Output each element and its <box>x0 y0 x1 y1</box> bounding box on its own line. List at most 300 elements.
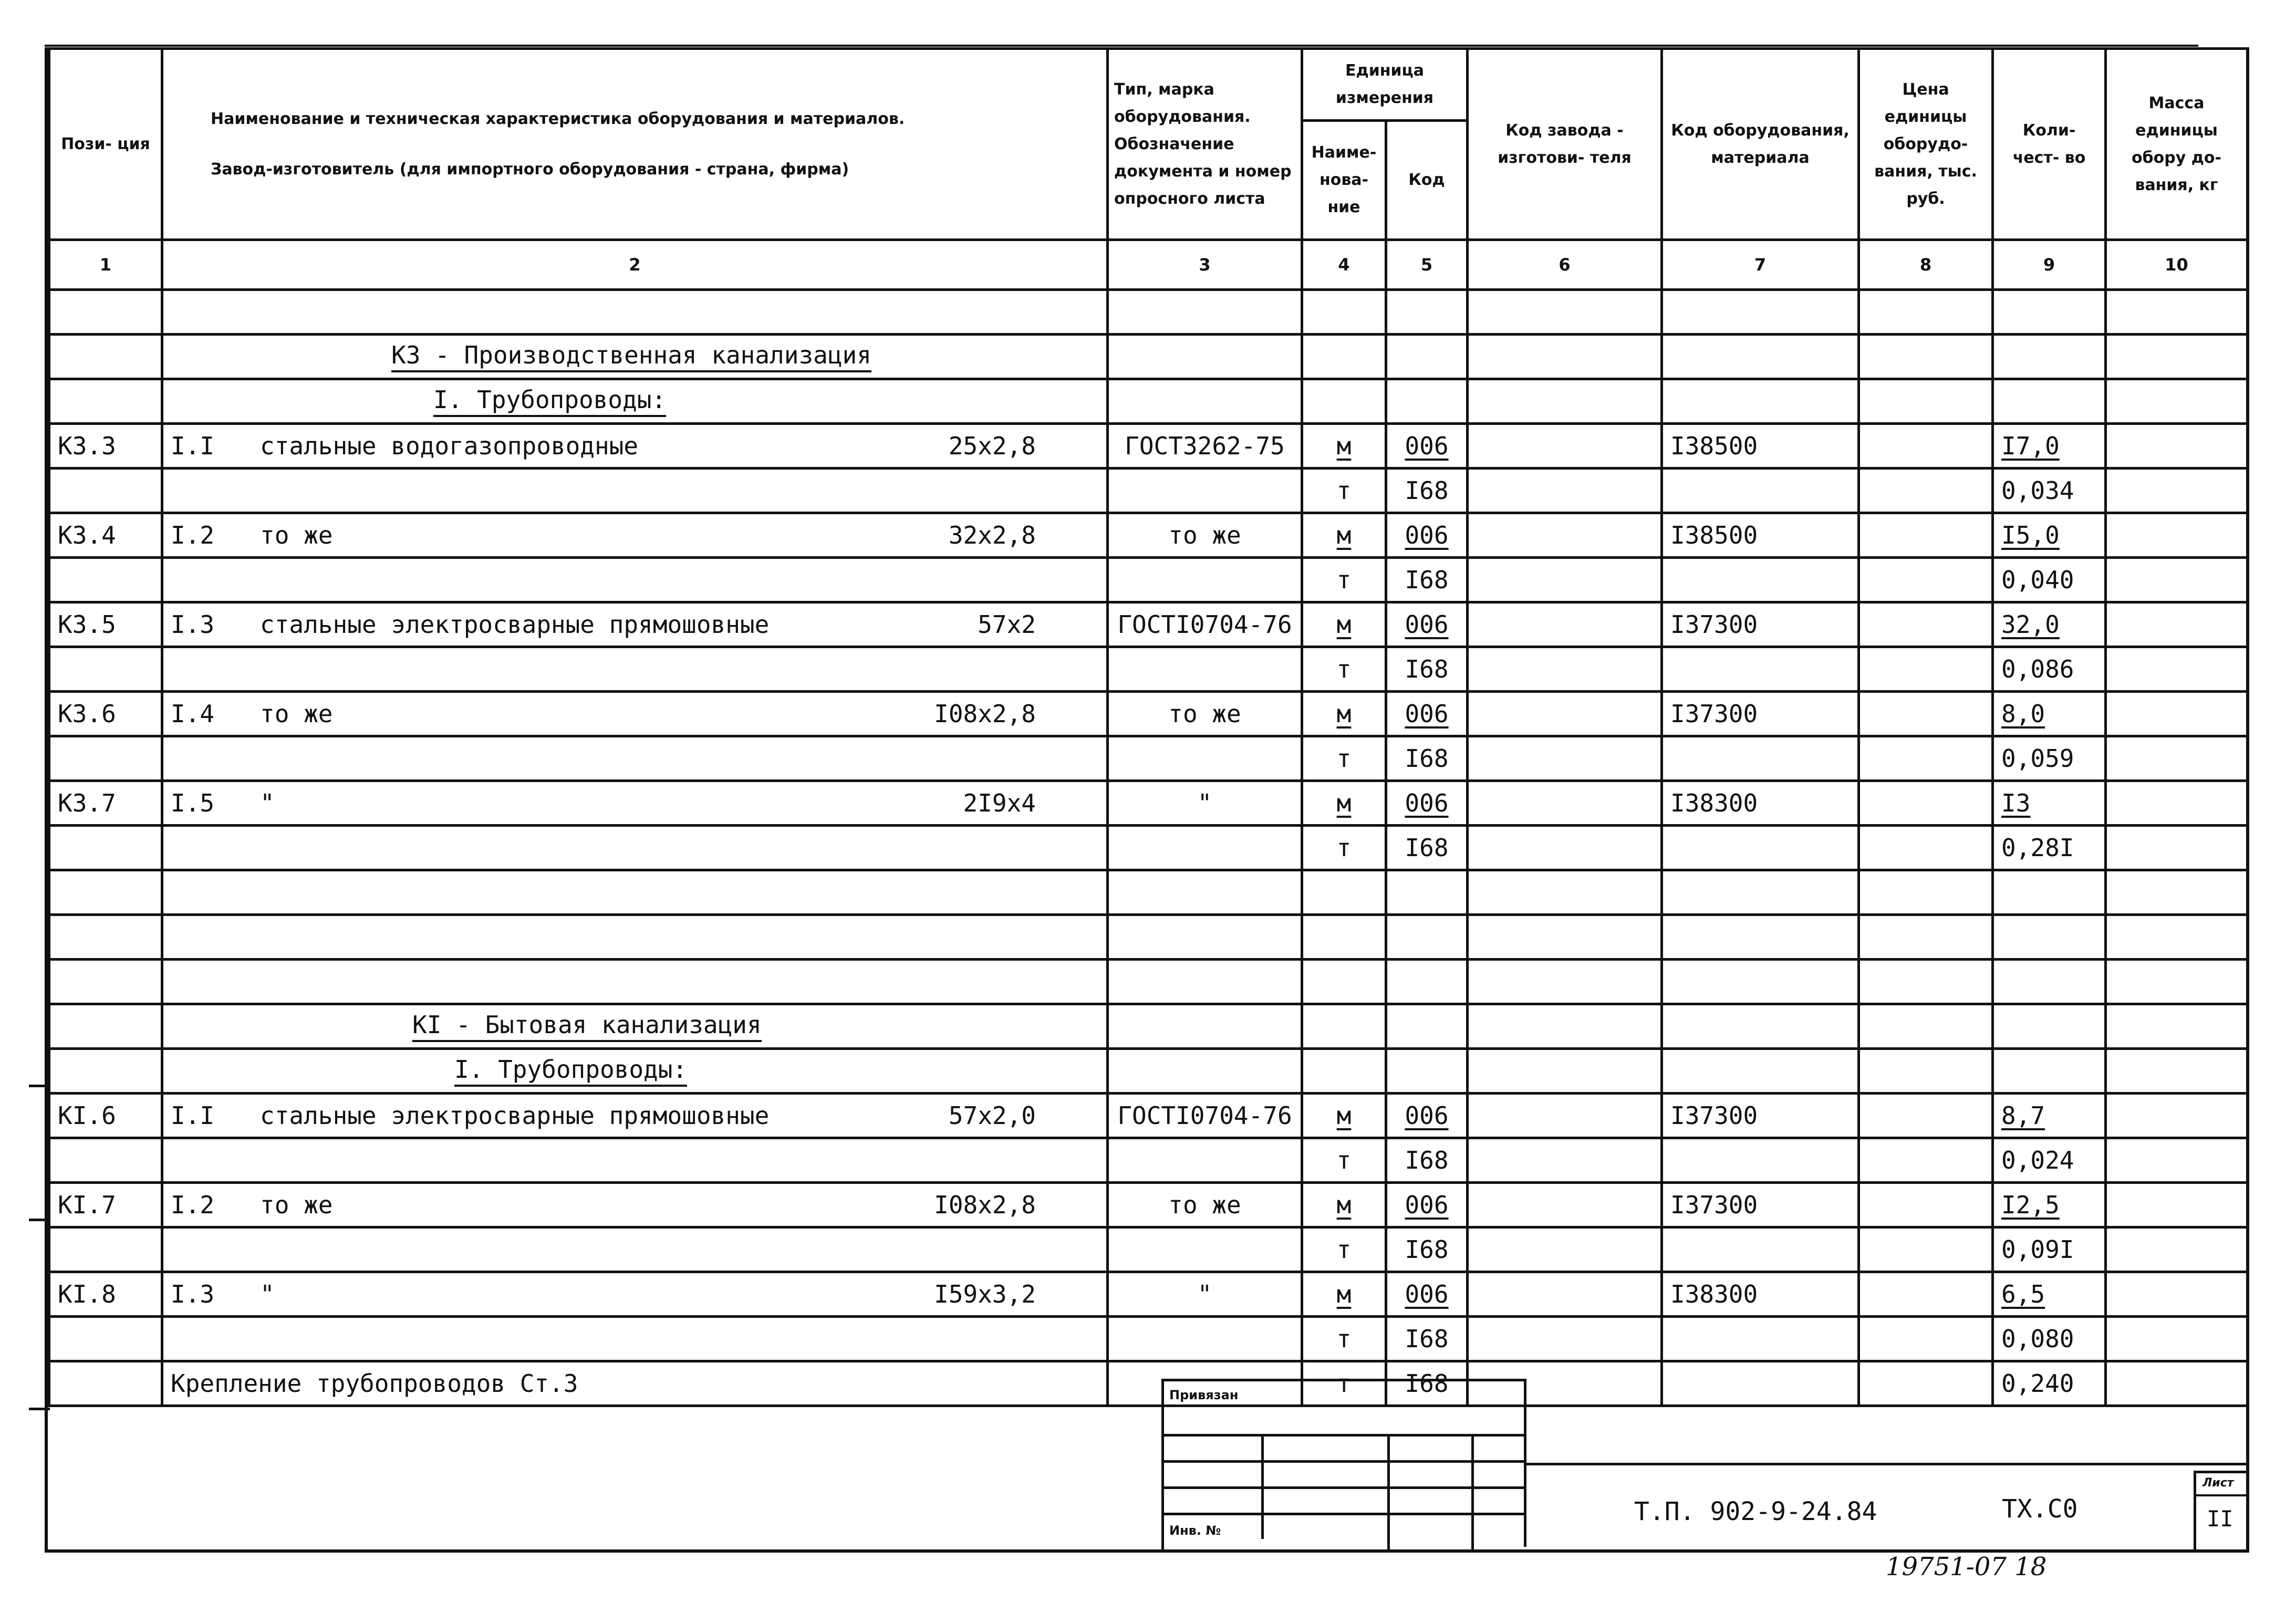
column-number: 7 <box>1662 240 1859 290</box>
empty-cell <box>1859 870 1993 915</box>
unit-name-cell-text: м <box>1336 610 1352 639</box>
unit-code-cell <box>1386 558 1468 602</box>
empty-cell <box>1108 1138 1302 1183</box>
empty-cell <box>2106 781 2248 826</box>
quantity-cell <box>1993 1094 2106 1138</box>
unit-code-cell <box>1386 1138 1468 1183</box>
empty-cell <box>1468 290 1662 335</box>
document-cell-text: ГОСТ3262-75 <box>1125 432 1285 460</box>
unit-code-cell-text: I68 <box>1405 1146 1449 1174</box>
quantity-cell-text: 6,5 <box>2001 1280 2045 1308</box>
empty-cell <box>162 469 1108 513</box>
unit-name-cell-text: т <box>1336 1369 1352 1398</box>
empty-cell <box>1468 960 1662 1004</box>
item-name: стальные электросварные прямошовные <box>260 610 770 639</box>
unit-code-cell <box>1386 826 1468 870</box>
archive-number: 19751-07 18 <box>1886 1552 2047 1581</box>
material-code-cell <box>1662 1183 1859 1227</box>
unit-code-cell-text: I68 <box>1405 476 1449 505</box>
item-row <box>49 602 2248 647</box>
item-name: то же <box>260 1191 333 1219</box>
empty-cell <box>1468 647 1662 692</box>
bound-label: Привязан <box>1169 1388 1239 1402</box>
empty-cell <box>1859 1227 1993 1272</box>
unit-code-cell-text: I68 <box>1405 1325 1449 1353</box>
header-unit-name: Наиме- нова- ние <box>1302 121 1386 240</box>
name-left <box>171 1191 333 1219</box>
unit-code-cell-text: 006 <box>1405 432 1449 460</box>
section-k3-subtitle <box>49 379 2248 424</box>
quantity-cell-text: I2,5 <box>2001 1191 2060 1219</box>
empty-cell <box>49 469 162 513</box>
unit-code-cell <box>1386 1094 1468 1138</box>
quantity-cell <box>1993 513 2106 558</box>
empty-cell <box>2106 1183 2248 1227</box>
empty-cell <box>2106 1094 2248 1138</box>
position-cell <box>49 424 162 469</box>
column-number: 10 <box>2106 240 2248 290</box>
empty-cell <box>49 960 162 1004</box>
blank-row <box>49 290 2248 335</box>
unit-code-cell <box>1386 513 1468 558</box>
inventory-label: Инв. № <box>1169 1523 1221 1538</box>
empty-cell <box>1993 1004 2106 1049</box>
empty-cell <box>2106 870 2248 915</box>
name-cell <box>162 513 1108 558</box>
empty-cell <box>162 1227 1108 1272</box>
item-row <box>49 781 2248 826</box>
name-left <box>171 521 333 549</box>
empty-cell <box>49 870 162 915</box>
empty-cell <box>1859 736 1993 781</box>
material-code-cell-text: I38300 <box>1670 1280 1758 1308</box>
unit-code-cell <box>1386 602 1468 647</box>
header-position: Пози- ция <box>49 49 162 240</box>
empty-cell <box>1993 335 2106 379</box>
empty-cell <box>1108 870 1302 915</box>
unit-name-cell <box>1302 1272 1386 1317</box>
unit-code-cell <box>1386 781 1468 826</box>
quantity-cell-text: 0,28I <box>2001 834 2074 862</box>
quantity-cell-text: 0,09I <box>2001 1235 2074 1264</box>
position-cell <box>49 1272 162 1317</box>
empty-cell <box>1468 781 1662 826</box>
empty-cell <box>1108 647 1302 692</box>
header-unit-code: Код <box>1386 121 1468 240</box>
quantity-cell <box>1993 469 2106 513</box>
section-k3-subtitle-text: I. Трубопроводы: <box>433 386 666 417</box>
unit-code-cell-text: I68 <box>1405 744 1449 773</box>
quantity-cell <box>1993 736 2106 781</box>
material-code-cell-text: I37300 <box>1670 610 1758 639</box>
name-cell <box>162 424 1108 469</box>
material-code-cell-text: I38500 <box>1670 521 1758 549</box>
document-cell-text: то же <box>1168 700 1241 728</box>
empty-cell <box>1302 960 1386 1004</box>
item-size: 57х2 <box>978 610 1036 639</box>
unit-name-cell <box>1302 1094 1386 1138</box>
unit-name-cell <box>1302 558 1386 602</box>
material-code-cell <box>1662 1272 1859 1317</box>
empty-cell <box>1468 1049 1662 1094</box>
name-cell <box>162 781 1108 826</box>
empty-cell <box>2106 1317 2248 1361</box>
material-code-cell <box>1662 424 1859 469</box>
name-wrap <box>171 432 1099 460</box>
item-number: I.3 <box>171 1280 215 1308</box>
empty-cell <box>1859 960 1993 1004</box>
empty-cell <box>1386 379 1468 424</box>
quantity-cell-text: I5,0 <box>2001 521 2060 549</box>
position-cell-text: КI.8 <box>58 1280 116 1308</box>
unit-name-cell-text: т <box>1336 1235 1352 1264</box>
unit-code-cell-text: I68 <box>1405 655 1449 683</box>
empty-cell <box>1108 1049 1302 1094</box>
empty-cell <box>1302 379 1386 424</box>
item-number: I.4 <box>171 700 215 728</box>
empty-cell <box>2106 290 2248 335</box>
empty-cell <box>1859 424 1993 469</box>
empty-cell <box>1859 915 1993 960</box>
name-left <box>171 700 333 728</box>
column-number: 4 <box>1302 240 1386 290</box>
quantity-cell-text: 8,0 <box>2001 700 2045 728</box>
document-cell-text: " <box>1197 1280 1212 1308</box>
unit-name-cell-text: т <box>1336 566 1352 594</box>
name-cell <box>162 692 1108 736</box>
stamp-line <box>1524 1463 2249 1465</box>
empty-cell <box>1468 1317 1662 1361</box>
section-title-cell <box>162 379 1108 424</box>
position-cell-text: КI.6 <box>58 1101 116 1130</box>
document-cell <box>1108 424 1302 469</box>
quantity-cell-text: I7,0 <box>2001 432 2060 460</box>
unit-code-cell-text: 006 <box>1405 1191 1449 1219</box>
empty-cell <box>49 335 162 379</box>
header-name-line2: Завод-изготовитель (для импортного оборудования - страна, фирма) <box>211 160 849 179</box>
position-cell <box>49 513 162 558</box>
empty-cell <box>1108 290 1302 335</box>
sheet-code: ТХ.С0 <box>2002 1494 2078 1524</box>
header-name <box>162 49 1108 240</box>
item-number: I.2 <box>171 1191 215 1219</box>
material-code-cell-text: I38500 <box>1670 432 1758 460</box>
item-size: 25х2,8 <box>948 432 1036 460</box>
item-row-mass <box>49 469 2248 513</box>
item-size: 32х2,8 <box>948 521 1036 549</box>
empty-cell <box>1468 469 1662 513</box>
empty-cell <box>1302 915 1386 960</box>
empty-cell <box>1993 915 2106 960</box>
empty-cell <box>1302 1004 1386 1049</box>
document-cell <box>1108 692 1302 736</box>
unit-code-cell <box>1386 736 1468 781</box>
document-cell <box>1108 602 1302 647</box>
document-cell <box>1108 781 1302 826</box>
quantity-cell-text: 0,034 <box>2001 476 2074 505</box>
item-row-mass <box>49 736 2248 781</box>
quantity-cell <box>1993 1317 2106 1361</box>
empty-cell <box>49 1227 162 1272</box>
position-cell <box>49 602 162 647</box>
empty-cell <box>1662 1138 1859 1183</box>
unit-code-cell <box>1386 647 1468 692</box>
column-number-row <box>49 240 2248 290</box>
unit-code-cell <box>1386 1272 1468 1317</box>
column-number: 1 <box>49 240 162 290</box>
empty-cell <box>162 736 1108 781</box>
item-name: стальные электросварные прямошовные <box>260 1101 770 1130</box>
stamp-line <box>1471 1434 1474 1549</box>
empty-cell <box>162 290 1108 335</box>
empty-cell <box>1859 1049 1993 1094</box>
top-rule <box>45 45 2198 47</box>
empty-cell <box>1386 960 1468 1004</box>
unit-name-cell <box>1302 692 1386 736</box>
unit-name-cell <box>1302 513 1386 558</box>
document-cell <box>1108 1094 1302 1138</box>
header-row <box>49 49 2248 121</box>
empty-cell <box>1993 1049 2106 1094</box>
empty-cell <box>162 915 1108 960</box>
empty-cell <box>1302 1049 1386 1094</box>
position-cell <box>49 692 162 736</box>
header-type: Тип, марка оборудования. Обозначение документа и номер опросного листа <box>1108 49 1302 240</box>
empty-cell <box>1302 335 1386 379</box>
unit-name-cell <box>1302 602 1386 647</box>
unit-name-cell-text: т <box>1336 1325 1352 1353</box>
table-body <box>49 290 2248 1406</box>
name-left <box>171 1101 769 1130</box>
empty-cell <box>1993 870 2106 915</box>
name-cell <box>162 1183 1108 1227</box>
empty-cell <box>1468 736 1662 781</box>
empty-cell <box>1468 513 1662 558</box>
item-row <box>49 1272 2248 1317</box>
empty-cell <box>2106 1138 2248 1183</box>
quantity-cell <box>1993 692 2106 736</box>
empty-cell <box>162 870 1108 915</box>
empty-cell <box>1859 290 1993 335</box>
name-wrap <box>171 610 1099 639</box>
item-row-mass <box>49 558 2248 602</box>
empty-cell <box>1993 960 2106 1004</box>
item-row-mass <box>49 826 2248 870</box>
document-cell-text: то же <box>1168 521 1241 549</box>
item-number: I.5 <box>171 789 215 817</box>
unit-name-cell <box>1302 1138 1386 1183</box>
empty-cell <box>1662 335 1859 379</box>
sheet-number-box <box>2194 1471 2249 1549</box>
header-maker-code: Код завода - изготови- теля <box>1468 49 1662 240</box>
document-code: Т.П. 902-9-24.84 <box>1634 1497 1877 1526</box>
empty-cell <box>1859 513 1993 558</box>
unit-code-cell-text: I68 <box>1405 1235 1449 1264</box>
name-left <box>171 1280 275 1308</box>
unit-name-cell <box>1302 781 1386 826</box>
empty-cell <box>2106 826 2248 870</box>
empty-cell <box>2106 692 2248 736</box>
column-number: 3 <box>1108 240 1302 290</box>
quantity-cell-text: 0,040 <box>2001 566 2074 594</box>
name-wrap <box>171 1101 1099 1130</box>
empty-cell <box>2106 1004 2248 1049</box>
empty-cell <box>49 290 162 335</box>
empty-cell <box>1108 960 1302 1004</box>
unit-code-cell <box>1386 469 1468 513</box>
empty-cell <box>2106 736 2248 781</box>
empty-cell <box>49 1361 162 1406</box>
unit-name-cell <box>1302 469 1386 513</box>
item-name: стальные водогазопроводные <box>260 432 639 460</box>
empty-cell <box>1662 1317 1859 1361</box>
position-cell-text: К3.7 <box>58 789 116 817</box>
empty-cell <box>1662 826 1859 870</box>
sheet-label: Лист <box>2203 1476 2234 1490</box>
empty-cell <box>1468 915 1662 960</box>
quantity-cell <box>1993 1227 2106 1272</box>
unit-name-cell-text: м <box>1336 1280 1352 1308</box>
item-size: I59х3,2 <box>934 1280 1036 1308</box>
position-cell <box>49 1094 162 1138</box>
unit-name-cell-text: м <box>1336 521 1352 549</box>
unit-name-cell-text: м <box>1336 1191 1352 1219</box>
document-cell-text: то же <box>1168 1191 1241 1219</box>
unit-code-cell <box>1386 1317 1468 1361</box>
position-cell-text: К3.6 <box>58 700 116 728</box>
quantity-cell-text: 0,080 <box>2001 1325 2074 1353</box>
position-cell <box>49 781 162 826</box>
empty-cell <box>1386 335 1468 379</box>
empty-cell <box>49 915 162 960</box>
empty-cell <box>1859 1183 1993 1227</box>
item-name: то же <box>260 700 333 728</box>
empty-cell <box>1662 1049 1859 1094</box>
item-row-mass <box>49 1138 2248 1183</box>
unit-name-cell <box>1302 647 1386 692</box>
unit-code-cell-text: 006 <box>1405 610 1449 639</box>
empty-cell <box>2106 1272 2248 1317</box>
position-cell-text: КI.7 <box>58 1191 116 1219</box>
empty-cell <box>1468 1094 1662 1138</box>
empty-cell <box>2106 647 2248 692</box>
empty-cell <box>1468 558 1662 602</box>
position-cell-text: К3.5 <box>58 610 116 639</box>
specification-sheet <box>45 47 2249 1553</box>
empty-cell <box>49 1138 162 1183</box>
quantity-cell-text: 0,059 <box>2001 744 2074 773</box>
empty-cell <box>1662 647 1859 692</box>
empty-cell <box>1859 469 1993 513</box>
section-k3-title <box>49 335 2248 379</box>
quantity-cell <box>1993 647 2106 692</box>
unit-code-cell <box>1386 1227 1468 1272</box>
unit-code-cell <box>1386 692 1468 736</box>
document-cell-text: " <box>1197 789 1212 817</box>
empty-cell <box>1108 1227 1302 1272</box>
empty-cell <box>162 1138 1108 1183</box>
quantity-cell <box>1993 1183 2106 1227</box>
empty-cell <box>2106 335 2248 379</box>
empty-cell <box>1859 1094 1993 1138</box>
unit-name-cell <box>1302 1317 1386 1361</box>
empty-cell <box>1108 335 1302 379</box>
empty-cell <box>1859 647 1993 692</box>
header-name-line1: Наименование и техническая характеристика оборудования и материалов. <box>211 109 905 128</box>
empty-cell <box>1468 870 1662 915</box>
quantity-cell <box>1993 424 2106 469</box>
quantity-cell <box>1993 781 2106 826</box>
unit-code-cell <box>1386 1183 1468 1227</box>
quantity-cell-text: 0,240 <box>2001 1369 2074 1398</box>
item-row <box>49 424 2248 469</box>
empty-cell <box>49 558 162 602</box>
empty-cell <box>1468 1004 1662 1049</box>
empty-cell <box>162 826 1108 870</box>
empty-cell <box>2106 513 2248 558</box>
item-name: " <box>260 789 275 817</box>
document-cell-text: ГОСТI0704-76 <box>1117 610 1292 639</box>
unit-name-cell-text: м <box>1336 432 1352 460</box>
unit-name-cell <box>1302 424 1386 469</box>
binding-stamp <box>1161 1379 1526 1549</box>
empty-cell <box>1662 558 1859 602</box>
quantity-cell <box>1993 602 2106 647</box>
blank-row <box>49 870 2248 915</box>
empty-cell <box>2106 1227 2248 1272</box>
material-code-cell <box>1662 692 1859 736</box>
item-row <box>49 1094 2248 1138</box>
empty-cell <box>1108 469 1302 513</box>
material-code-cell <box>1662 1094 1859 1138</box>
empty-cell <box>1468 826 1662 870</box>
name-wrap <box>171 521 1099 549</box>
header-material-code: Код оборудования, материала <box>1662 49 1859 240</box>
empty-cell <box>1108 1317 1302 1361</box>
sheet-value: II <box>2207 1506 2233 1532</box>
position-cell-text: К3.4 <box>58 521 116 549</box>
unit-name-cell-text: м <box>1336 700 1352 728</box>
empty-cell <box>1859 1272 1993 1317</box>
fastening-name-cell <box>162 1361 1108 1406</box>
unit-code-cell-text: 006 <box>1405 1101 1449 1130</box>
empty-cell <box>2106 424 2248 469</box>
empty-cell <box>2106 602 2248 647</box>
material-code-cell-text: I38300 <box>1670 789 1758 817</box>
section-k1-subtitle-text: I. Трубопроводы: <box>454 1055 687 1087</box>
unit-name-cell-text: т <box>1336 476 1352 505</box>
header-unit-group: Единица измерения <box>1302 49 1468 121</box>
empty-cell <box>1468 1272 1662 1317</box>
section-title-cell <box>162 335 1108 379</box>
empty-cell <box>1108 915 1302 960</box>
material-code-cell <box>1662 781 1859 826</box>
unit-name-cell <box>1302 826 1386 870</box>
empty-cell <box>162 960 1108 1004</box>
empty-cell <box>1468 1138 1662 1183</box>
name-cell <box>162 602 1108 647</box>
empty-cell <box>1662 379 1859 424</box>
empty-cell <box>49 1004 162 1049</box>
section-k1-subtitle <box>49 1049 2248 1094</box>
empty-cell <box>1859 1004 1993 1049</box>
unit-name-cell-text: м <box>1336 1101 1352 1130</box>
blank-row <box>49 960 2248 1004</box>
name-wrap <box>171 700 1099 728</box>
empty-cell <box>1386 1049 1468 1094</box>
material-code-cell <box>1662 602 1859 647</box>
position-cell <box>49 1183 162 1227</box>
